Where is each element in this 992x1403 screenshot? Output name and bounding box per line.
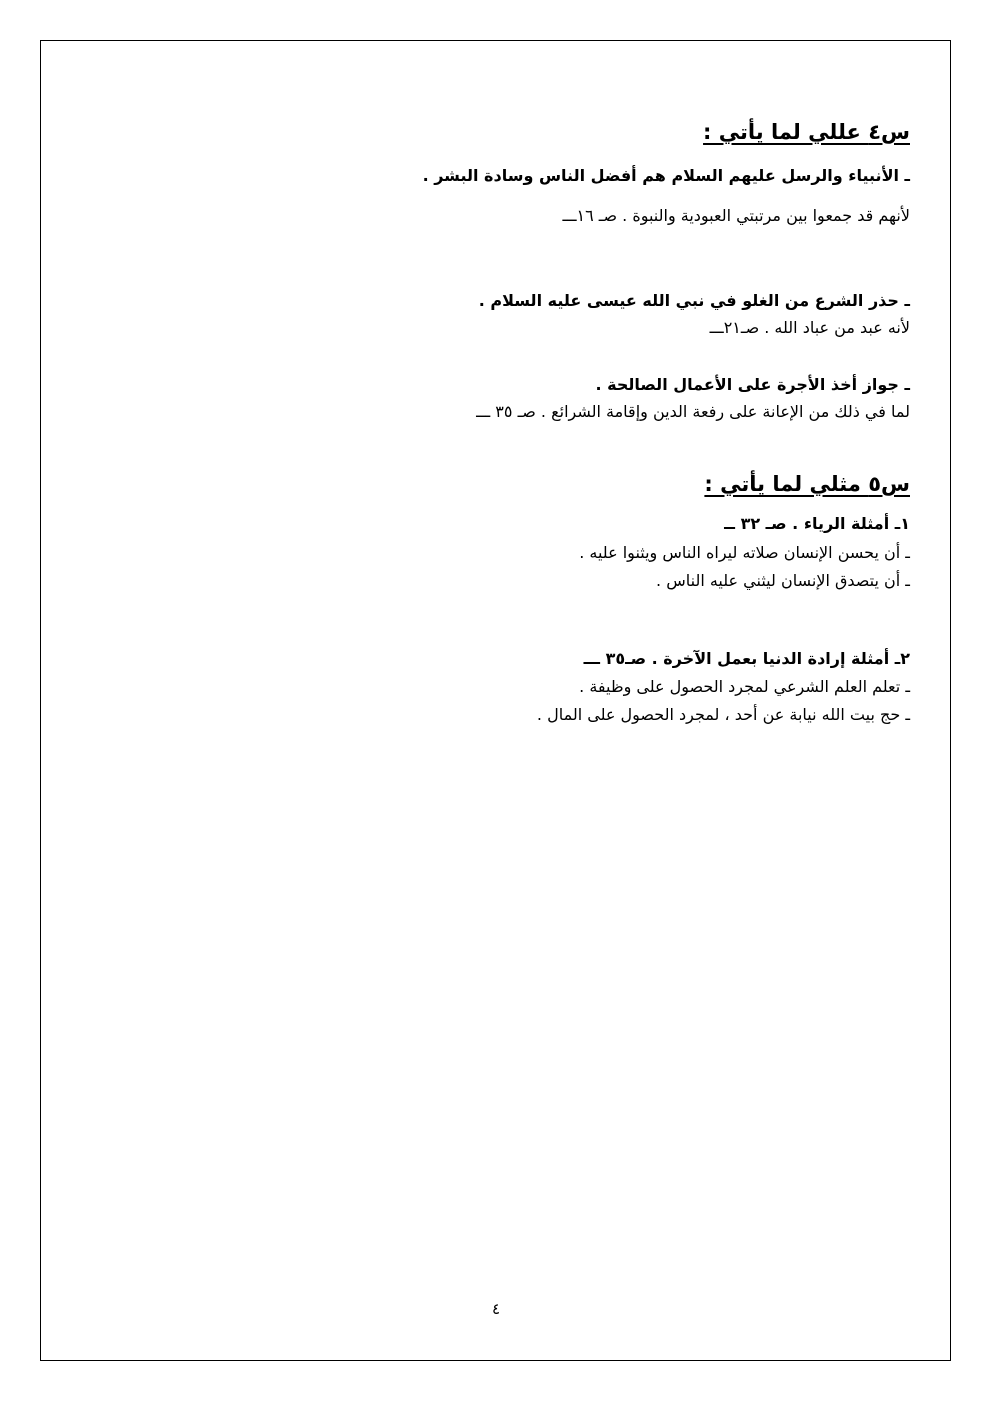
q5-group-1-line-2-block: [90, 571, 910, 590]
page-number: ٤: [491, 1300, 501, 1318]
q4-item-1-answer: لأنهم قد جمعوا بين مرتبتي العبودية والنبوة . صـ ١٦ـــ: [562, 206, 910, 225]
q5-group-2-line-1-block: [90, 677, 910, 696]
page-border: [40, 40, 951, 1361]
q4-item-3: [90, 375, 910, 394]
q4-item-1-statement: ـ الأنبياء والرسل عليهم السلام هم أفضل الناس وسادة البشر .: [422, 166, 910, 185]
q5-group-1-line-1-block: [90, 543, 910, 562]
q4-item-2-answer: لأنه عبد من عباد الله . صـ٢١ـــ: [709, 318, 910, 337]
question-5-title: س٥ مثلي لما يأتي :: [704, 472, 910, 496]
q4-item-3-statement: ـ جواز أخذ الأجرة على الأعمال الصالحة .: [595, 375, 910, 394]
q5-group-2-line-2-block: [90, 705, 910, 724]
q5-group-2: [90, 649, 910, 668]
q4-item-3-answer-block: [90, 402, 910, 421]
q5-group-2-example-1: ـ تعلم العلم الشرعي لمجرد الحصول على وظيفة .: [579, 677, 910, 696]
q5-group-1-example-2: ـ أن يتصدق الإنسان ليثني عليه الناس .: [656, 571, 910, 590]
q5-group-1: [90, 514, 910, 533]
q5-group-2-heading: ٢ـ أمثلة إرادة الدنيا بعمل الآخرة . صـ٣٥ ـــ: [583, 649, 910, 668]
q4-item-3-answer: لما في ذلك من الإعانة على رفعة الدين وإقامة الشرائع . صـ ٣٥ ـــ: [476, 402, 910, 421]
q4-item-2-statement: ـ حذر الشرع من الغلو في نبي الله عيسى عليه السلام .: [478, 291, 910, 310]
q4-item-1-answer-block: [90, 206, 910, 225]
question-4: [90, 120, 910, 144]
q5-group-1-example-1: ـ أن يحسن الإنسان صلاته ليراه الناس ويثنوا عليه .: [579, 543, 910, 562]
q4-item-2-answer-block: [90, 318, 910, 337]
q5-group-2-example-2: ـ حج بيت الله نيابة عن أحد ، لمجرد الحصول على المال .: [536, 705, 910, 724]
question-4-title: س٤ عللي لما يأتي :: [703, 120, 910, 144]
q5-group-1-heading: ١ـ أمثلة الرياء . صـ ٣٢ ــ: [724, 514, 910, 533]
q4-item-1: [90, 166, 910, 185]
question-5: [90, 472, 910, 496]
q4-item-2: [90, 291, 910, 310]
